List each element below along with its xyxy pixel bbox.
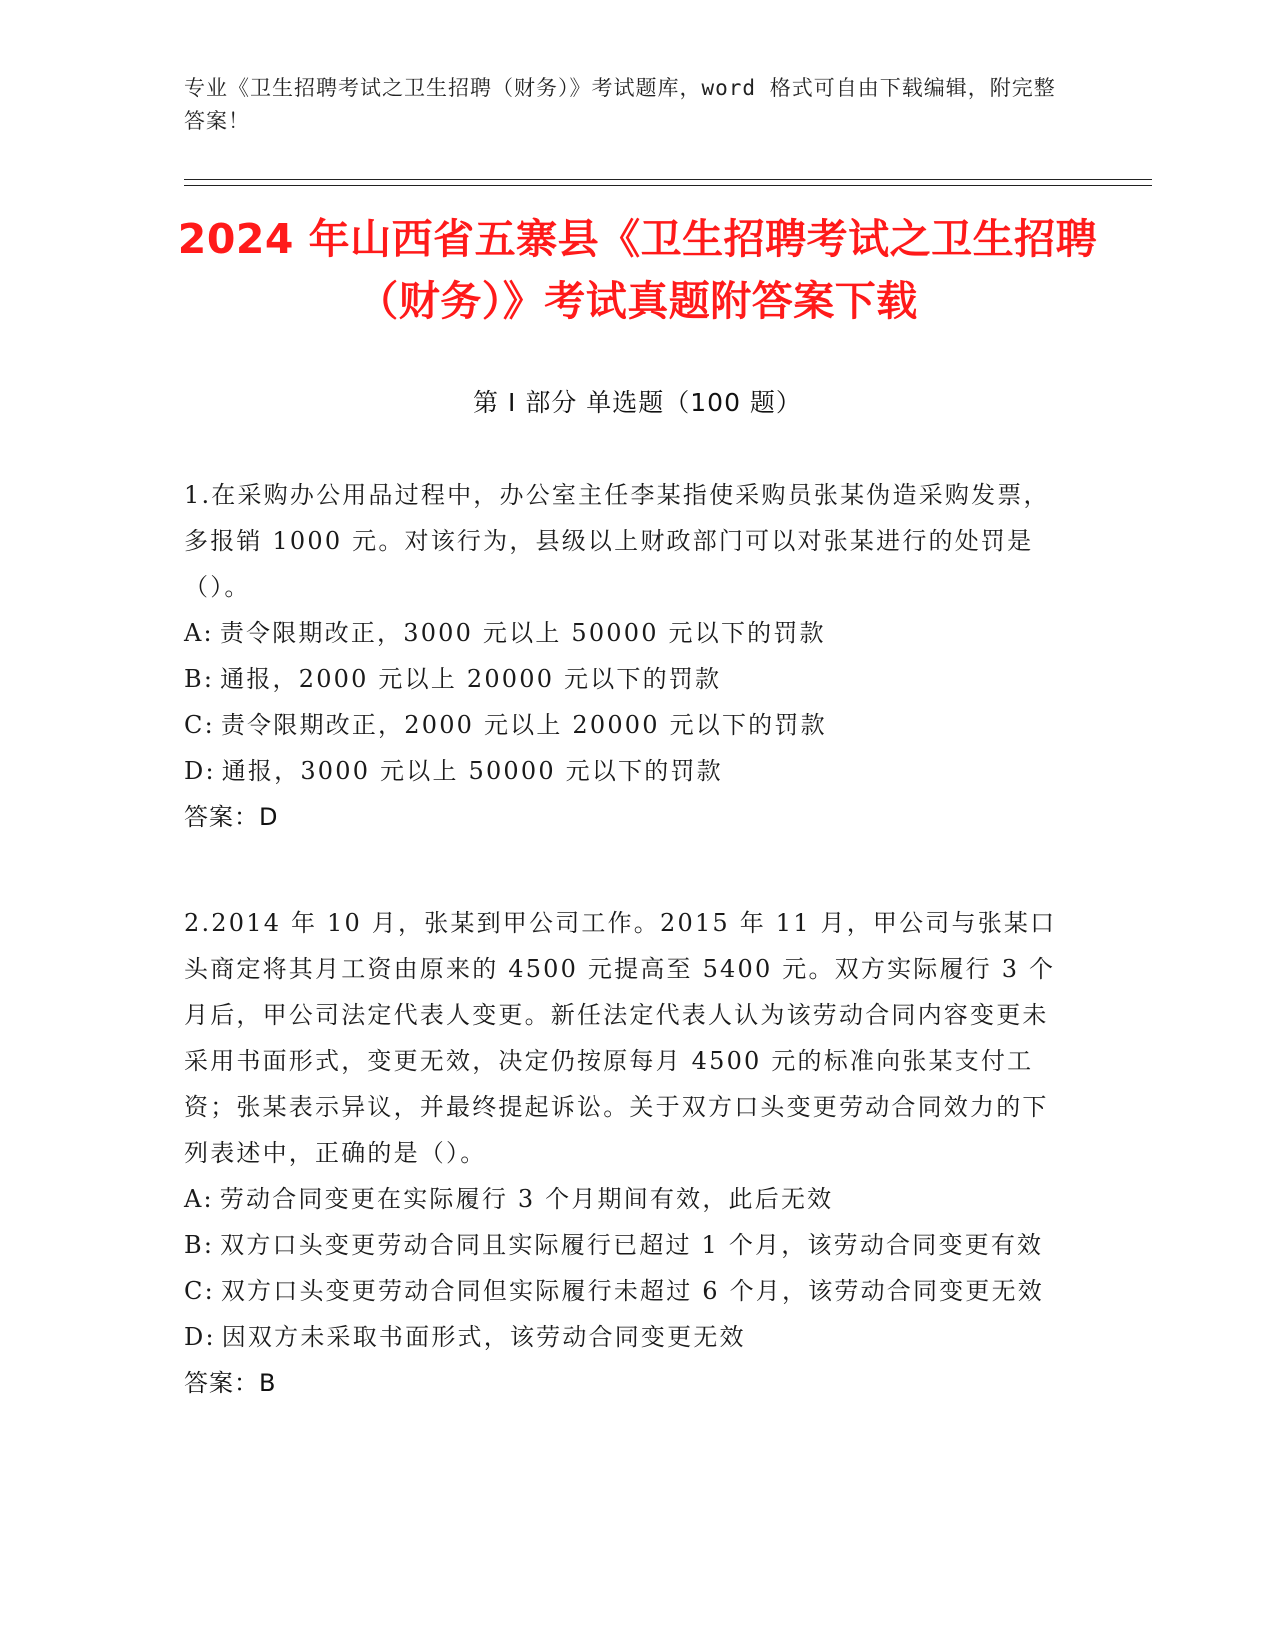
answer: 答案：D (184, 803, 279, 831)
option-letter: D: (184, 1323, 216, 1351)
question-2 (184, 900, 1074, 1406)
option-text: 通报，3000 元以上 50000 元以下的罚款 (221, 757, 723, 785)
option-letter: A: (184, 1185, 214, 1213)
header-rule-top (184, 179, 1152, 180)
option-text: 劳动合同变更在实际履行 3 个月期间有效，此后无效 (219, 1185, 834, 1213)
option-text: 通报，2000 元以上 20000 元以下的罚款 (220, 665, 722, 693)
option-a (184, 1176, 1074, 1222)
question-list (184, 472, 1074, 1466)
option-letter: C: (184, 711, 215, 739)
option-letter: A: (184, 619, 214, 647)
option-text: 因双方未采取书面形式，该劳动合同变更无效 (221, 1323, 746, 1351)
option-letter: B: (184, 1231, 215, 1259)
question-stem: 1.在采购办公用品过程中，办公室主任李某指使采购员张某伪造采购发票，多报销 1000 元。对该行为，县级以上财政部门可以对张某进行的处罚是（）。 (184, 481, 1050, 601)
header-rule-bottom (184, 185, 1152, 186)
option-b (184, 656, 1074, 702)
option-text: 双方口头变更劳动合同但实际履行未超过 6 个月，该劳动合同变更无效 (220, 1277, 1044, 1305)
document-title: 2024 年山西省五寨县《卫生招聘考试之卫生招聘（财务）》考试真题附答案下载 (177, 215, 1098, 325)
question-1 (184, 472, 1074, 840)
option-letter: C: (184, 1277, 215, 1305)
option-c (184, 1268, 1074, 1314)
section-title: 第 I 部分 单选题（100 题） (473, 388, 802, 417)
option-b (184, 1222, 1074, 1268)
option-letter: B: (184, 665, 215, 693)
question-stem: 2.2014 年 10 月，张某到甲公司工作。2015 年 11 月，甲公司与张某口头商定将其月工资由原来的 4500 元提高至 5400 元。双方实际履行 3 个月后，甲公司法定代表人变更。新任法定代表人认为该劳动合同内容变更未采用书面形式，变更无效，决定仍按原每月 4500 元的标准向张某支付工资；张某表示异议，并最终提起诉讼。关于双方口头变更劳动合同效力的下列表述中，正确的是（）。 (184, 909, 1057, 1167)
option-text: 双方口头变更劳动合同且实际履行已超过 1 个月，该劳动合同变更有效 (220, 1231, 1044, 1259)
option-a (184, 610, 1074, 656)
option-c (184, 702, 1074, 748)
header-note: 专业《卫生招聘考试之卫生招聘（财务）》考试题库，word 格式可自由下载编辑，附完整答案！ (184, 76, 1056, 133)
option-text: 责令限期改正，2000 元以上 20000 元以下的罚款 (220, 711, 827, 739)
option-d (184, 748, 1074, 794)
answer: 答案：B (184, 1369, 277, 1397)
option-d (184, 1314, 1074, 1360)
option-letter: D: (184, 757, 216, 785)
option-text: 责令限期改正，3000 元以上 50000 元以下的罚款 (219, 619, 826, 647)
